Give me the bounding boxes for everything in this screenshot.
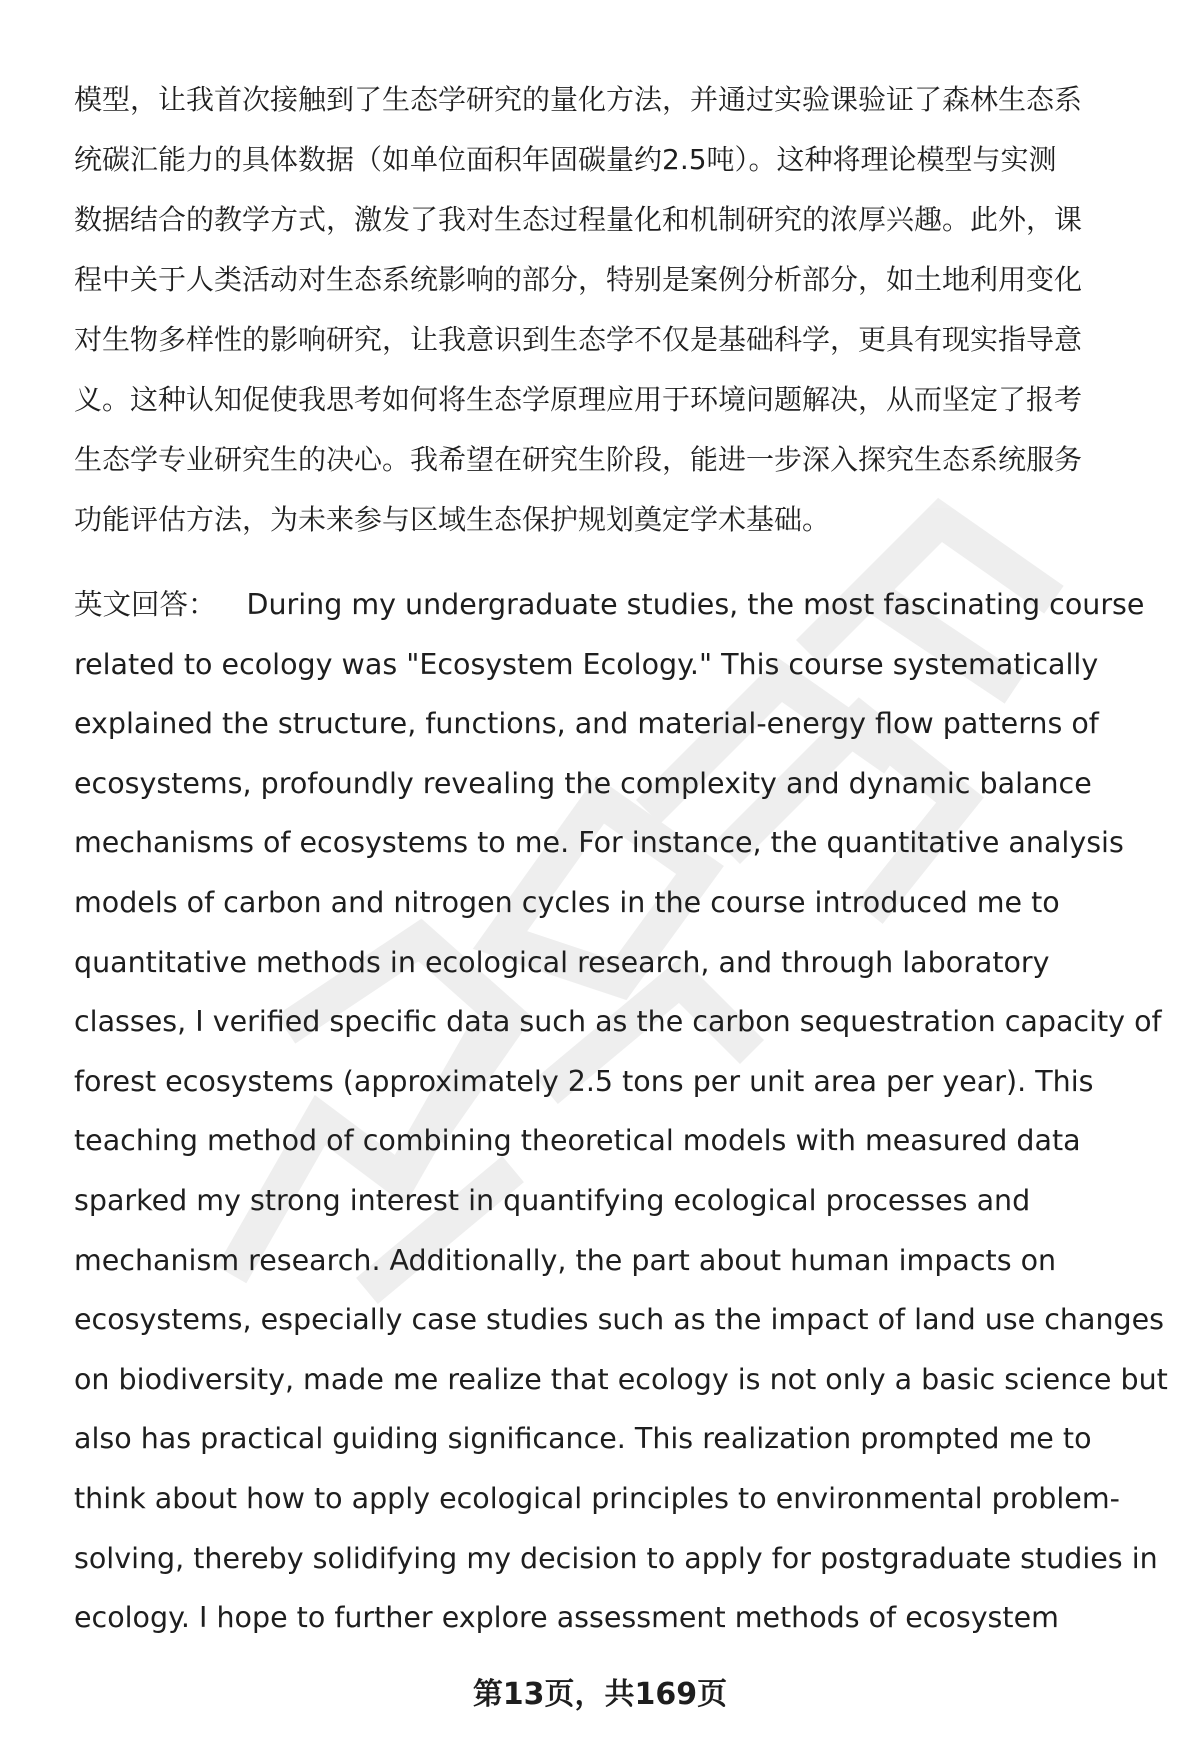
text-line: 义。这种认知促使我思考如何将生态学原理应用于环境问题解决，从而坚定了报考 bbox=[74, 383, 1083, 416]
text-line: mechanism research. Additionally, the part about human impacts on bbox=[74, 1243, 1057, 1277]
text-line: models of carbon and nitrogen cycles in the course introduced me to bbox=[74, 885, 1060, 919]
text-line: 生态学专业研究生的决心。我希望在研究生阶段，能进一步深入探究生态系统服务 bbox=[74, 443, 1083, 476]
text-line: sparked my strong interest in quantifying ecological processes and bbox=[74, 1183, 1031, 1217]
chinese-answer-paragraph bbox=[74, 70, 1164, 550]
page-number-footer: 第13页，共169页 bbox=[472, 1677, 728, 1712]
text-line bbox=[74, 575, 1164, 635]
text-line: classes, I verified specific data such as the carbon sequestration capacity of bbox=[74, 1005, 1162, 1039]
text-line: ecology. I hope to further explore assessment methods of ecosystem bbox=[74, 1601, 1059, 1635]
text-line: forest ecosystems (approximately 2.5 tons per unit area per year). This bbox=[74, 1064, 1094, 1098]
text-line: also has practical guiding significance. This realization prompted me to bbox=[74, 1422, 1092, 1456]
text-line: quantitative methods in ecological research, and through laboratory bbox=[74, 945, 1050, 979]
text-line: 统碳汇能力的具体数据（如单位面积年固碳量约2.5吨）。这种将理论模型与实测 bbox=[74, 143, 1057, 176]
text-line: think about how to apply ecological principles to environmental problem- bbox=[74, 1481, 1120, 1515]
text-line: solving, thereby solidifying my decision to apply for postgraduate studies in bbox=[74, 1541, 1158, 1575]
text-line: teaching method of combining theoretical models with measured data bbox=[74, 1124, 1081, 1158]
text-line: mechanisms of ecosystems to me. For instance, the quantitative analysis bbox=[74, 826, 1124, 860]
text-line: related to ecology was "Ecosystem Ecology." This course systematically bbox=[74, 647, 1099, 681]
text-line: 对生物多样性的影响研究，让我意识到生态学不仅是基础科学，更具有现实指导意 bbox=[74, 323, 1083, 356]
text-line-content: During my undergraduate studies, the most fascinating course bbox=[246, 588, 1145, 621]
text-line: 数据结合的教学方式，激发了我对生态过程量化和机制研究的浓厚兴趣。此外，课 bbox=[74, 203, 1083, 236]
text-line: ecosystems, profoundly revealing the complexity and dynamic balance bbox=[74, 766, 1092, 800]
english-answer-paragraph bbox=[74, 575, 1168, 1648]
text-line: 模型，让我首次接触到了生态学研究的量化方法，并通过实验课验证了森林生态系 bbox=[74, 83, 1083, 116]
text-line: 程中关于人类活动对生态系统影响的部分，特别是案例分析部分，如土地利用变化 bbox=[74, 263, 1083, 296]
text-line: on biodiversity, made me realize that ecology is not only a basic science but bbox=[74, 1362, 1168, 1396]
text-line: ecosystems, especially case studies such as the impact of land use changes bbox=[74, 1303, 1164, 1337]
text-line: explained the structure, functions, and material-energy flow patterns of bbox=[74, 707, 1099, 741]
text-line: 功能评估方法，为未来参与区域生态保护规划奠定学术基础。 bbox=[74, 503, 831, 536]
english-answer-label: 英文回答： bbox=[74, 588, 217, 621]
